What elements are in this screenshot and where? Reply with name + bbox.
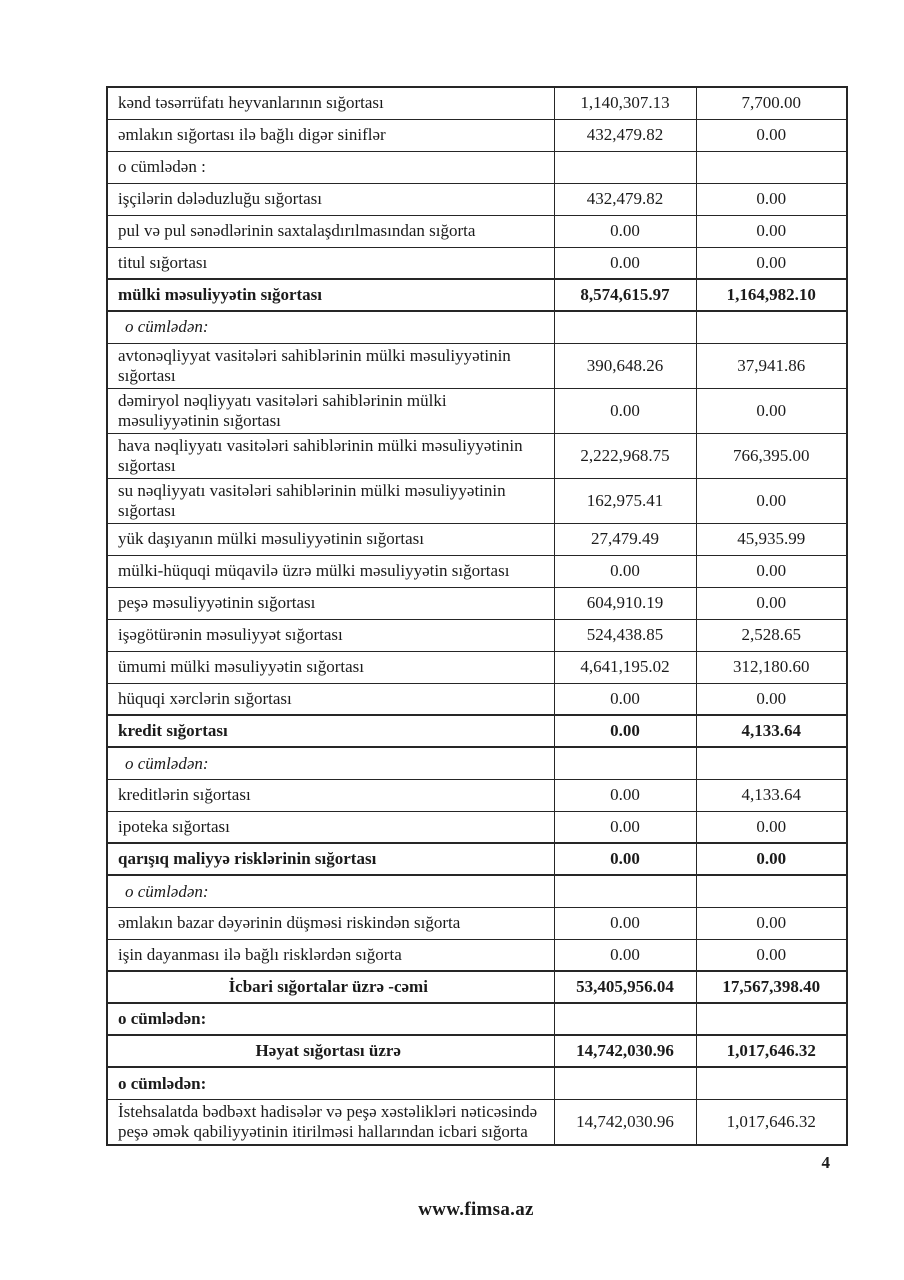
amount-col2-value: 45,935.99 xyxy=(696,523,847,555)
amount-col1-value: 53,405,956.04 xyxy=(554,971,696,1003)
amount-col1-value: 0.00 xyxy=(554,843,696,875)
table-row xyxy=(107,311,847,343)
insurance-class-label: o cümlədən: xyxy=(107,1067,554,1099)
table-row xyxy=(107,683,847,715)
insurance-class-label: Həyat sığortası üzrə xyxy=(107,1035,554,1067)
amount-col1-value: 524,438.85 xyxy=(554,619,696,651)
amount-col2-value: 0.00 xyxy=(696,843,847,875)
insurance-class-label: əmlakın bazar dəyərinin düşməsi riskindən sığorta xyxy=(107,907,554,939)
insurance-class-label: peşə məsuliyyətinin sığortası xyxy=(107,587,554,619)
amount-col1-value: 14,742,030.96 xyxy=(554,1099,696,1145)
table-row xyxy=(107,555,847,587)
amount-col2-value: 766,395.00 xyxy=(696,433,847,478)
table-row xyxy=(107,811,847,843)
table-row xyxy=(107,433,847,478)
amount-col1-value: 432,479.82 xyxy=(554,183,696,215)
amount-col1-value xyxy=(554,311,696,343)
amount-col1-value: 162,975.41 xyxy=(554,478,696,523)
insurance-class-label: işəgötürənin məsuliyyət sığortası xyxy=(107,619,554,651)
amount-col1-value: 8,574,615.97 xyxy=(554,279,696,311)
table-row xyxy=(107,247,847,279)
insurance-class-label: işçilərin dələduzluğu sığortası xyxy=(107,183,554,215)
insurance-class-label: o cümlədən : xyxy=(107,151,554,183)
table-row xyxy=(107,478,847,523)
footer-website-text: www.fimsa.az xyxy=(418,1198,534,1220)
insurance-class-label: dəmiryol nəqliyyatı vasitələri sahiblərinin mülki məsuliyyətinin sığortası xyxy=(107,388,554,433)
amount-col1-value: 604,910.19 xyxy=(554,587,696,619)
insurance-class-label: qarışıq maliyyə risklərinin sığortası xyxy=(107,843,554,875)
table-row xyxy=(107,651,847,683)
table-row xyxy=(107,1003,847,1035)
amount-col2-value xyxy=(696,151,847,183)
insurance-class-label: yük daşıyanın mülki məsuliyyətinin sığortası xyxy=(107,523,554,555)
amount-col1-value xyxy=(554,875,696,907)
amount-col2-value: 4,133.64 xyxy=(696,715,847,747)
page-number: 4 xyxy=(821,1152,830,1172)
amount-col2-value: 17,567,398.40 xyxy=(696,971,847,1003)
amount-col2-value: 37,941.86 xyxy=(696,343,847,388)
table-row xyxy=(107,215,847,247)
amount-col1-value: 0.00 xyxy=(554,215,696,247)
insurance-class-label: o cümlədən: xyxy=(107,747,554,779)
amount-col2-value: 312,180.60 xyxy=(696,651,847,683)
insurance-table-body xyxy=(107,87,847,1145)
amount-col2-value: 0.00 xyxy=(696,907,847,939)
amount-col2-value xyxy=(696,747,847,779)
amount-col2-value xyxy=(696,875,847,907)
amount-col1-value xyxy=(554,151,696,183)
table-row xyxy=(107,388,847,433)
amount-col1-value: 0.00 xyxy=(554,388,696,433)
page-content xyxy=(106,86,846,1221)
insurance-class-label: kənd təsərrüfatı heyvanlarının sığortası xyxy=(107,87,554,119)
amount-col2-value: 0.00 xyxy=(696,683,847,715)
table-row xyxy=(107,619,847,651)
amount-col1-value: 4,641,195.02 xyxy=(554,651,696,683)
amount-col1-value: 0.00 xyxy=(554,247,696,279)
table-row xyxy=(107,715,847,747)
amount-col2-value: 1,164,982.10 xyxy=(696,279,847,311)
insurance-class-label: kreditlərin sığortası xyxy=(107,779,554,811)
amount-col1-value: 14,742,030.96 xyxy=(554,1035,696,1067)
insurance-class-label: ümumi mülki məsuliyyətin sığortası xyxy=(107,651,554,683)
amount-col1-value xyxy=(554,1067,696,1099)
amount-col1-value: 390,648.26 xyxy=(554,343,696,388)
table-row xyxy=(107,183,847,215)
amount-col1-value: 0.00 xyxy=(554,715,696,747)
amount-col1-value: 0.00 xyxy=(554,779,696,811)
table-row xyxy=(107,939,847,971)
table-row xyxy=(107,1099,847,1145)
table-row xyxy=(107,1067,847,1099)
table-row xyxy=(107,523,847,555)
table-row xyxy=(107,779,847,811)
amount-col2-value: 0.00 xyxy=(696,587,847,619)
amount-col2-value: 0.00 xyxy=(696,388,847,433)
amount-col2-value xyxy=(696,311,847,343)
amount-col2-value: 4,133.64 xyxy=(696,779,847,811)
table-row xyxy=(107,279,847,311)
table-row xyxy=(107,1035,847,1067)
amount-col1-value: 0.00 xyxy=(554,683,696,715)
insurance-class-label: o cümlədən: xyxy=(107,1003,554,1035)
amount-col2-value: 1,017,646.32 xyxy=(696,1099,847,1145)
amount-col1-value xyxy=(554,1003,696,1035)
amount-col2-value: 0.00 xyxy=(696,247,847,279)
amount-col2-value xyxy=(696,1067,847,1099)
insurance-class-label: mülki məsuliyyətin sığortası xyxy=(107,279,554,311)
amount-col2-value: 0.00 xyxy=(696,811,847,843)
table-row xyxy=(107,119,847,151)
insurance-class-label: əmlakın sığortası ilə bağlı digər siniflər xyxy=(107,119,554,151)
insurance-class-label: işin dayanması ilə bağlı risklərdən sığorta xyxy=(107,939,554,971)
amount-col2-value: 0.00 xyxy=(696,119,847,151)
amount-col1-value: 2,222,968.75 xyxy=(554,433,696,478)
insurance-class-label: pul və pul sənədlərinin saxtalaşdırılmasından sığorta xyxy=(107,215,554,247)
insurance-class-label: hava nəqliyyatı vasitələri sahiblərinin mülki məsuliyyətinin sığortası xyxy=(107,433,554,478)
insurance-class-label: o cümlədən: xyxy=(107,311,554,343)
amount-col1-value: 27,479.49 xyxy=(554,523,696,555)
table-row xyxy=(107,343,847,388)
amount-col1-value: 0.00 xyxy=(554,811,696,843)
amount-col2-value: 1,017,646.32 xyxy=(696,1035,847,1067)
table-row xyxy=(107,875,847,907)
table-row xyxy=(107,587,847,619)
amount-col1-value: 0.00 xyxy=(554,907,696,939)
amount-col1-value: 0.00 xyxy=(554,555,696,587)
amount-col2-value: 7,700.00 xyxy=(696,87,847,119)
table-row xyxy=(107,151,847,183)
table-row xyxy=(107,843,847,875)
amount-col2-value: 0.00 xyxy=(696,215,847,247)
amount-col2-value xyxy=(696,1003,847,1035)
amount-col2-value: 0.00 xyxy=(696,183,847,215)
insurance-class-label: ipoteka sığortası xyxy=(107,811,554,843)
amount-col1-value: 432,479.82 xyxy=(554,119,696,151)
table-row xyxy=(107,971,847,1003)
insurance-class-label: İstehsalatda bədbəxt hadisələr və peşə xəstəlikləri nəticəsində peşə əmək qabiliyyətinin itirilməsi hallarından icbari sığorta xyxy=(107,1099,554,1145)
amount-col1-value: 0.00 xyxy=(554,939,696,971)
table-row xyxy=(107,87,847,119)
insurance-class-label: su nəqliyyatı vasitələri sahiblərinin mülki məsuliyyətinin sığortası xyxy=(107,478,554,523)
table-row xyxy=(107,907,847,939)
amount-col2-value: 0.00 xyxy=(696,555,847,587)
insurance-classes-table xyxy=(106,86,848,1146)
amount-col2-value: 2,528.65 xyxy=(696,619,847,651)
amount-col1-value: 1,140,307.13 xyxy=(554,87,696,119)
amount-col2-value: 0.00 xyxy=(696,478,847,523)
amount-col2-value: 0.00 xyxy=(696,939,847,971)
insurance-class-label: titul sığortası xyxy=(107,247,554,279)
table-row xyxy=(107,747,847,779)
insurance-class-label: avtonəqliyyat vasitələri sahiblərinin mülki məsuliyyətinin sığortası xyxy=(107,343,554,388)
amount-col1-value xyxy=(554,747,696,779)
insurance-class-label: kredit sığortası xyxy=(107,715,554,747)
insurance-class-label: hüquqi xərclərin sığortası xyxy=(107,683,554,715)
insurance-class-label: o cümlədən: xyxy=(107,875,554,907)
insurance-class-label: mülki-hüquqi müqavilə üzrə mülki məsuliyyətin sığortası xyxy=(107,555,554,587)
insurance-class-label: İcbari sığortalar üzrə -cəmi xyxy=(107,971,554,1003)
